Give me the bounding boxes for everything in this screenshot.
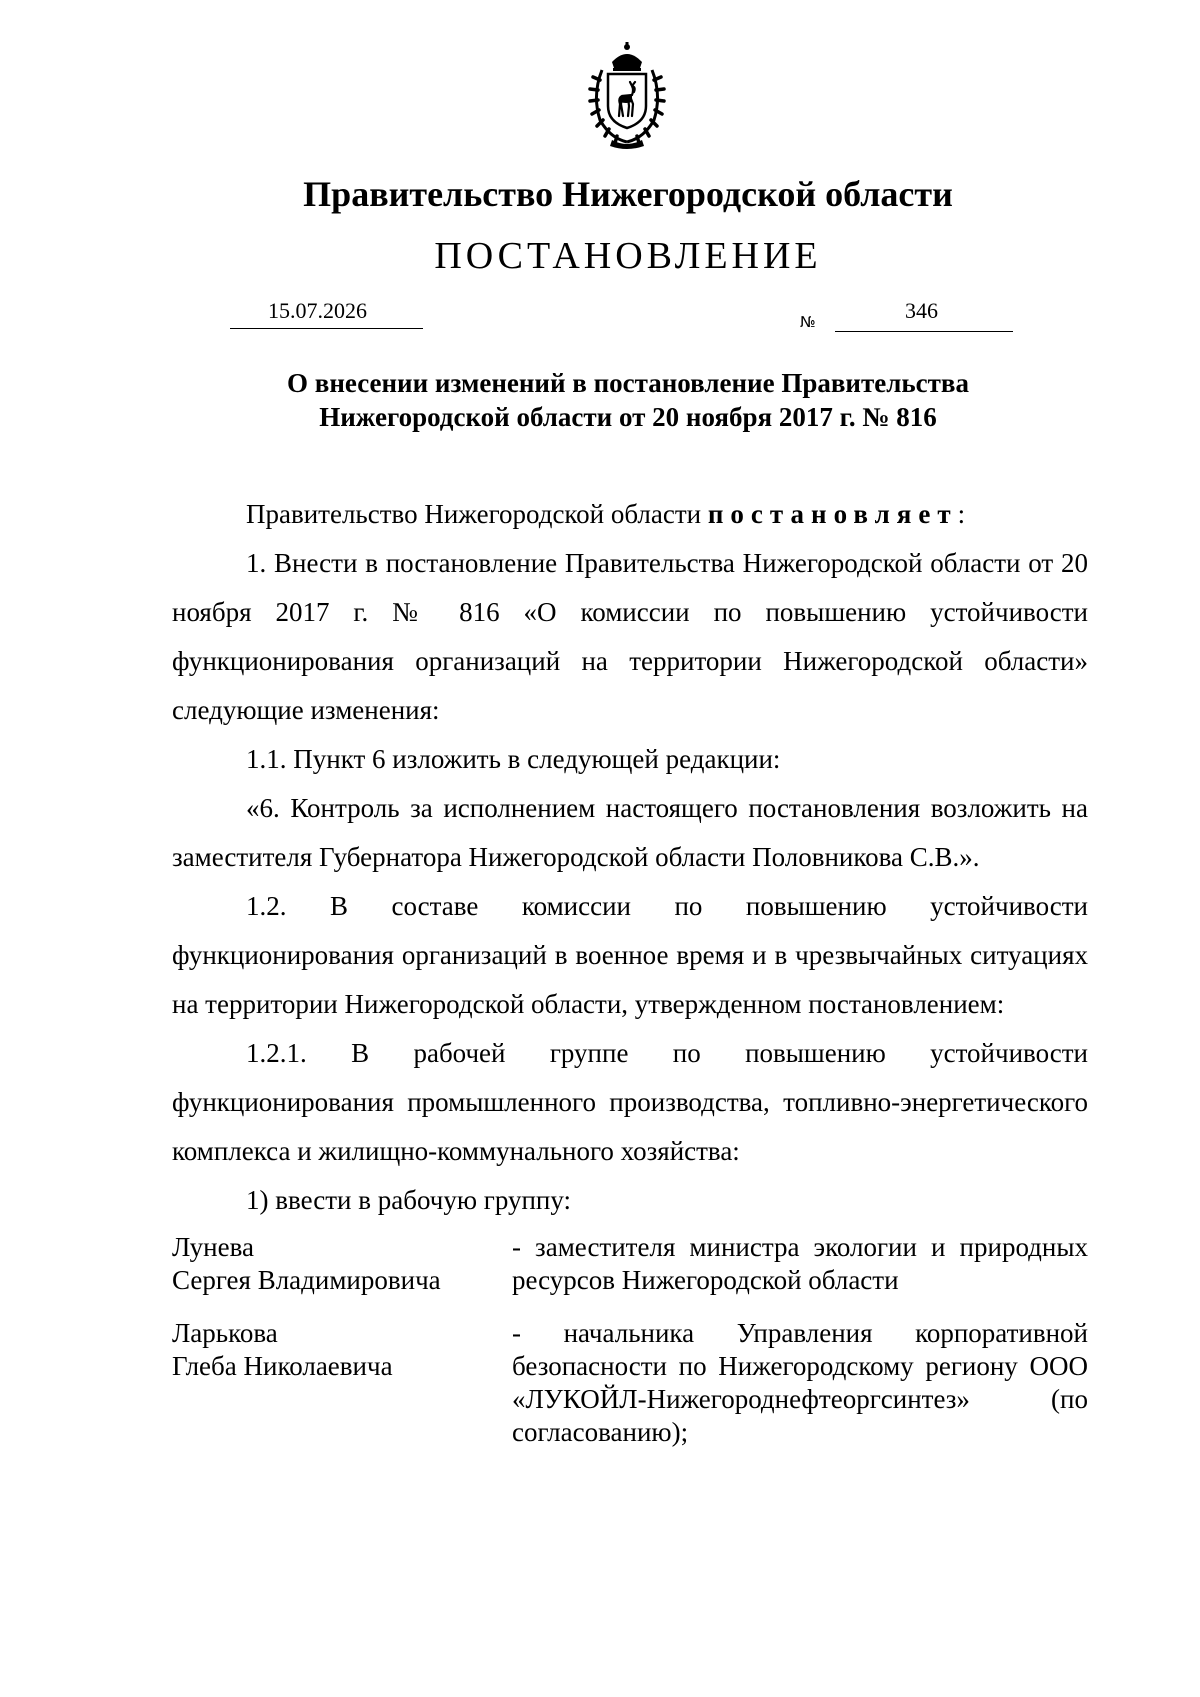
member-surname: Ларькова [172, 1318, 278, 1348]
member-row [172, 1317, 1088, 1449]
paragraph-1: 1. Внести в постановление Правительства Нижегородской области от 20 ноября 2017 г. № 816 «О комиссии по повышению устойчивости функционирования организаций на территории Нижегородской области» следующие изменения: [172, 548, 1088, 725]
document-subject [0, 366, 1200, 434]
member-given-name: Сергея Владимировича [172, 1265, 441, 1295]
paragraph-1-1: 1.1. Пункт 6 изложить в следующей редакции: [246, 744, 781, 774]
intro-resolves: постановляет [707, 499, 958, 529]
member-position: - заместителя министра экологии и природных ресурсов Нижегородской области [512, 1232, 1088, 1295]
intro-paragraph [172, 490, 1088, 539]
member-surname: Лунева [172, 1232, 254, 1262]
member-row [172, 1231, 1088, 1297]
member-given-name: Глеба Николаевича [172, 1351, 393, 1381]
document-number: 346 [905, 298, 938, 323]
document-type: ПОСТАНОВЛЕНИЕ [434, 235, 822, 277]
number-sign: № [800, 313, 816, 331]
paragraph-1-2-1: 1.2.1. В рабочей группе по повышению устойчивости функционирования промышленного производства, топливно-энергетического комплекса и жилищно-коммунального хозяйства: [172, 1038, 1088, 1166]
member-name [172, 1231, 512, 1297]
paragraph-1-2: 1.2. В составе комиссии по повышению устойчивости функционирования организаций в военное время и в чрезвычайных ситуациях на территории Нижегородской области, утвержденном постановлением: [172, 891, 1088, 1019]
document-date: 15.07.2026 [268, 298, 367, 323]
intro-prefix: Правительство Нижегородской области [246, 499, 708, 529]
subject-line-2: Нижегородской области от 20 ноября 2017 г. № 816 [319, 402, 937, 432]
member-position: - начальника Управления корпоративной безопасности по Нижегородскому региону ООО «ЛУКОЙЛ-Нижегороднефтеоргсинтез» (по согласованию); [512, 1318, 1088, 1447]
organization-title: Правительство Нижегородской области [303, 174, 953, 214]
coat-of-arms-icon [572, 40, 682, 150]
subject-line-1: О внесении изменений в постановление Правительства [287, 368, 969, 398]
intro-suffix: : [957, 499, 966, 529]
subparagraph-1: 1) ввести в рабочую группу: [246, 1185, 572, 1215]
member-name [172, 1317, 512, 1449]
document-body [172, 490, 1088, 1449]
paragraph-1-1-quote: «6. Контроль за исполнением настоящего постановления возложить на заместителя Губернатора Нижегородской области Половникова С.В.». [172, 793, 1088, 872]
